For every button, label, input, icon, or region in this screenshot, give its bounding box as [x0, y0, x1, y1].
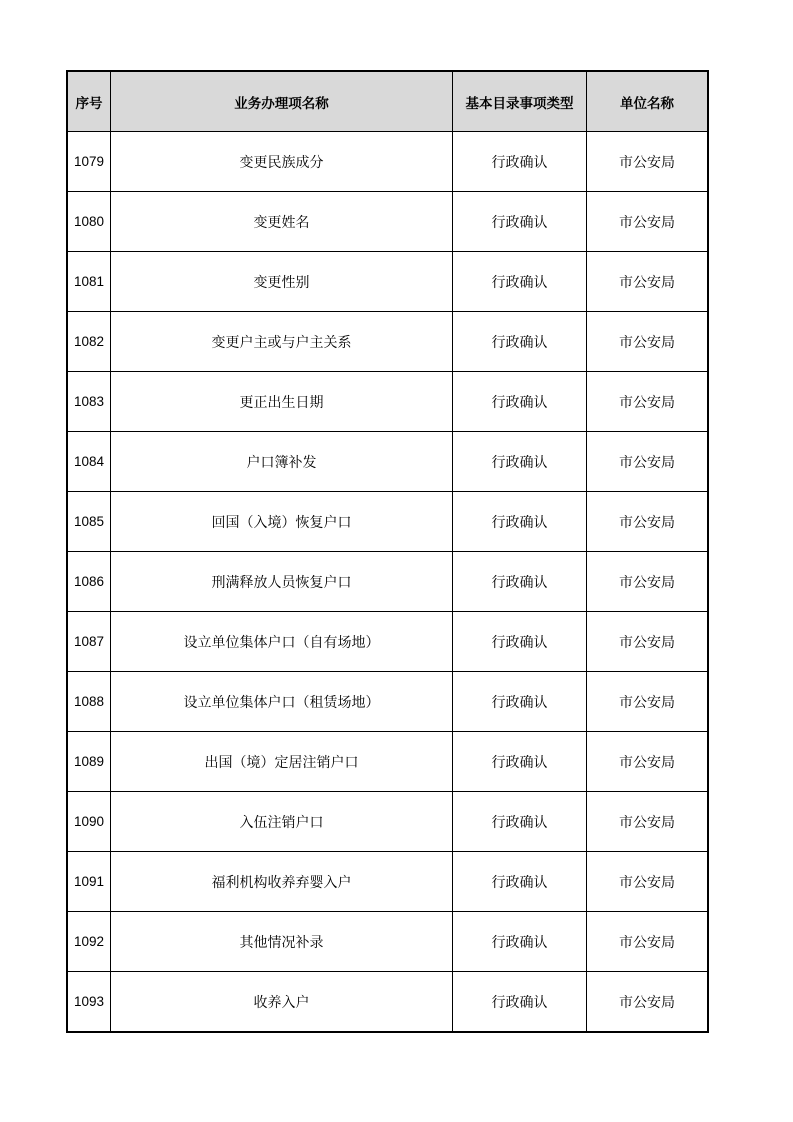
row-unit-name: 市公安局	[587, 432, 708, 492]
table-row	[68, 792, 708, 852]
row-item-type: 行政确认	[453, 972, 587, 1032]
row-index: 1093	[68, 972, 111, 1032]
table-row	[68, 672, 708, 732]
table-row	[68, 552, 708, 612]
row-item-type: 行政确认	[453, 852, 587, 912]
row-index: 1091	[68, 852, 111, 912]
header-item-name: 业务办理项名称	[111, 72, 453, 132]
row-item-type: 行政确认	[453, 372, 587, 432]
row-index: 1081	[68, 252, 111, 312]
row-item-name: 设立单位集体户口（自有场地）	[111, 612, 453, 672]
table-row	[68, 852, 708, 912]
row-item-name: 变更民族成分	[111, 132, 453, 192]
row-index: 1080	[68, 192, 111, 252]
row-item-name: 收养入户	[111, 972, 453, 1032]
row-item-type: 行政确认	[453, 192, 587, 252]
row-item-name: 刑满释放人员恢复户口	[111, 552, 453, 612]
table-row	[68, 192, 708, 252]
row-item-name: 回国（入境）恢复户口	[111, 492, 453, 552]
table-row	[68, 132, 708, 192]
table-row	[68, 912, 708, 972]
row-unit-name: 市公安局	[587, 972, 708, 1032]
row-item-name: 户口簿补发	[111, 432, 453, 492]
row-item-name: 更正出生日期	[111, 372, 453, 432]
row-unit-name: 市公安局	[587, 912, 708, 972]
table-row	[68, 372, 708, 432]
row-index: 1087	[68, 612, 111, 672]
row-unit-name: 市公安局	[587, 612, 708, 672]
row-item-name: 变更性别	[111, 252, 453, 312]
row-unit-name: 市公安局	[587, 312, 708, 372]
table-body	[68, 132, 708, 1032]
row-unit-name: 市公安局	[587, 492, 708, 552]
row-index: 1079	[68, 132, 111, 192]
table-header	[68, 72, 708, 132]
row-index: 1089	[68, 732, 111, 792]
row-unit-name: 市公安局	[587, 552, 708, 612]
row-index: 1090	[68, 792, 111, 852]
row-item-name: 其他情况补录	[111, 912, 453, 972]
row-index: 1092	[68, 912, 111, 972]
row-item-name: 入伍注销户口	[111, 792, 453, 852]
row-index: 1082	[68, 312, 111, 372]
row-unit-name: 市公安局	[587, 132, 708, 192]
header-item-type: 基本目录事项类型	[453, 72, 587, 132]
row-item-type: 行政确认	[453, 672, 587, 732]
row-item-type: 行政确认	[453, 312, 587, 372]
header-row	[68, 72, 708, 132]
row-item-type: 行政确认	[453, 432, 587, 492]
row-index: 1083	[68, 372, 111, 432]
table-row	[68, 432, 708, 492]
row-item-type: 行政确认	[453, 552, 587, 612]
table-row	[68, 252, 708, 312]
row-item-name: 福利机构收养弃婴入户	[111, 852, 453, 912]
row-item-type: 行政确认	[453, 912, 587, 972]
table-row	[68, 492, 708, 552]
row-item-name: 变更户主或与户主关系	[111, 312, 453, 372]
row-index: 1086	[68, 552, 111, 612]
table-row	[68, 732, 708, 792]
row-unit-name: 市公安局	[587, 852, 708, 912]
row-item-name: 出国（境）定居注销户口	[111, 732, 453, 792]
row-item-type: 行政确认	[453, 732, 587, 792]
row-unit-name: 市公安局	[587, 672, 708, 732]
row-item-type: 行政确认	[453, 252, 587, 312]
service-items-table	[67, 71, 708, 1032]
row-index: 1088	[68, 672, 111, 732]
row-item-name: 设立单位集体户口（租赁场地）	[111, 672, 453, 732]
table-row	[68, 312, 708, 372]
row-index: 1084	[68, 432, 111, 492]
row-item-type: 行政确认	[453, 492, 587, 552]
table-row	[68, 972, 708, 1032]
header-index: 序号	[68, 72, 111, 132]
row-item-type: 行政确认	[453, 612, 587, 672]
row-index: 1085	[68, 492, 111, 552]
header-unit-name: 单位名称	[587, 72, 708, 132]
table-row	[68, 612, 708, 672]
row-item-type: 行政确认	[453, 792, 587, 852]
row-unit-name: 市公安局	[587, 792, 708, 852]
row-item-type: 行政确认	[453, 132, 587, 192]
row-unit-name: 市公安局	[587, 192, 708, 252]
row-item-name: 变更姓名	[111, 192, 453, 252]
row-unit-name: 市公安局	[587, 252, 708, 312]
row-unit-name: 市公安局	[587, 372, 708, 432]
row-unit-name: 市公安局	[587, 732, 708, 792]
